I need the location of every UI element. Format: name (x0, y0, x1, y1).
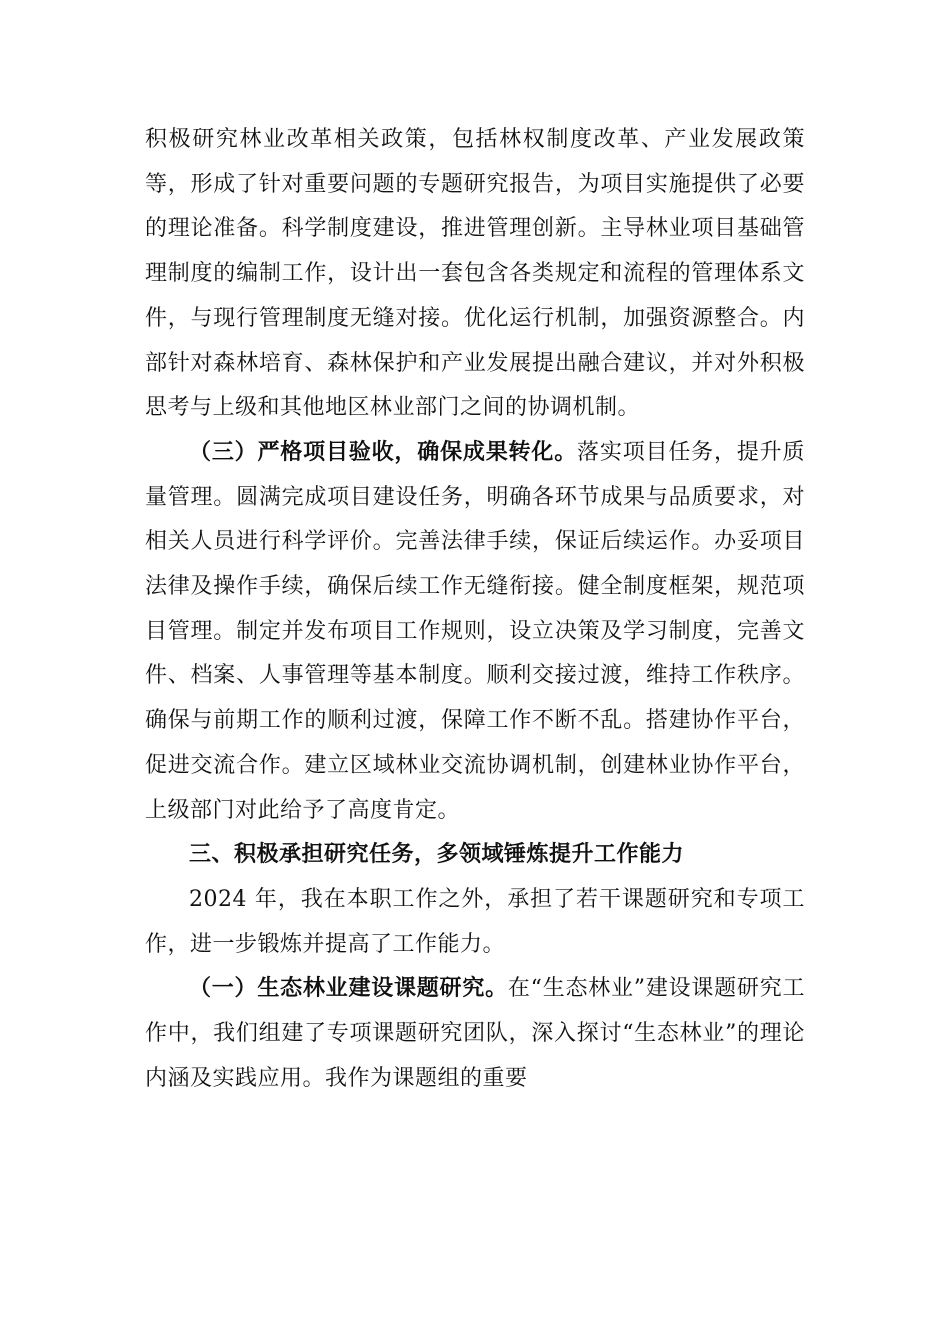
paragraph-project-acceptance (145, 431, 805, 833)
paragraph-text: 2024 年，我在本职工作之外，承担了若干课题研究和专项工作，进一步锻炼并提高了工作能力。 (145, 886, 805, 957)
paragraph-text: 落实项目任务，提升质量管理。圆满完成项目建设任务，明确各环节成果与品质要求，对相关人员进行科学评价。完善法律手续，保证后续运作。办妥项目法律及操作手续，确保后续工作无缝衔接。健全制度框架，规范项目管理。制定并发布项目工作规则，设立决策及学习制度，完善文件、档案、人事管理等基本制度。顺利交接过渡，维持工作秩序。确保与前期工作的顺利过渡，保障工作不断不乱。搭建协作平台，促进交流合作。建立区域林业交流协调机制，创建林业协作平台，上级部门对此给予了高度肯定。 (145, 439, 805, 823)
paragraph-text: 积极研究林业改革相关政策，包括林权制度改革、产业发展政策等，形成了针对重要问题的专题研究报告，为项目实施提供了必要的理论准备。科学制度建设，推进管理创新。主导林业项目基础管理制度的编制工作，设计出一套包含各类规定和流程的管理体系文件，与现行管理制度无缝对接。优化运行机制，加强资源整合。内部针对森林培育、森林保护和产业发展提出融合建议，并对外积极思考与上级和其他地区林业部门之间的协调机制。 (145, 127, 805, 421)
paragraph-year-summary (145, 878, 805, 967)
document-body (145, 118, 805, 1101)
paragraph-policy-research (145, 118, 805, 431)
section-heading: 三、积极承担研究任务，多领域锤炼提升工作能力 (189, 842, 685, 868)
paragraph-ecological-forestry (145, 967, 805, 1101)
paragraph-lead-heading: （一）生态林业建设课题研究。 (189, 976, 508, 1002)
paragraph-text: 在“生态林业”建设课题研究工作中，我们组建了专项课题研究团队，深入探讨“生态林业”的理论内涵及实践应用。我作为课题组的重要 (145, 976, 805, 1091)
paragraph-lead-heading: （三）严格项目验收，确保成果转化。 (189, 439, 578, 465)
